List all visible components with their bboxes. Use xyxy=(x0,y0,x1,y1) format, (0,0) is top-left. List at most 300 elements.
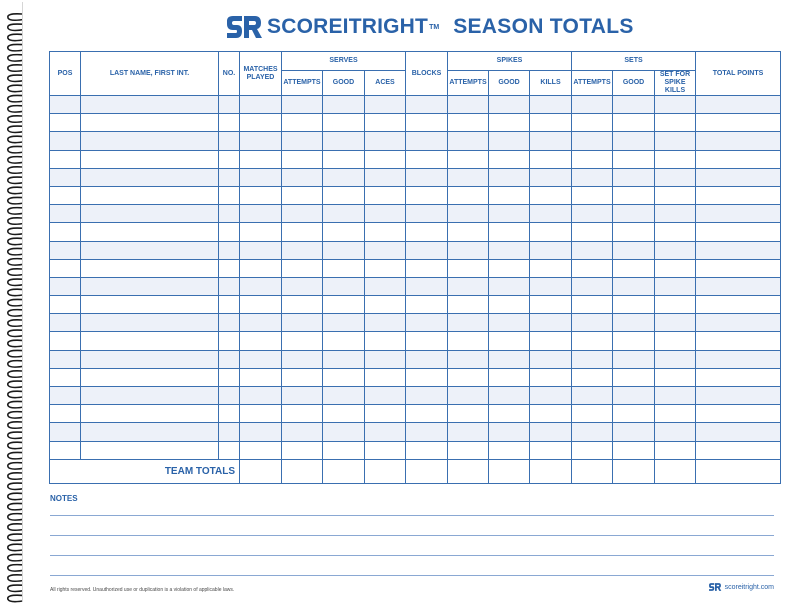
team-total-cell[interactable] xyxy=(613,459,655,483)
stat-cell[interactable] xyxy=(323,314,365,332)
stat-cell[interactable] xyxy=(323,223,365,241)
stat-cell[interactable] xyxy=(696,205,781,223)
team-total-cell[interactable] xyxy=(489,459,530,483)
stat-cell[interactable] xyxy=(240,277,282,295)
stat-cell[interactable] xyxy=(365,441,406,459)
stat-cell[interactable] xyxy=(572,114,613,132)
stat-cell[interactable] xyxy=(406,186,448,204)
stat-cell[interactable] xyxy=(613,423,655,441)
stat-cell[interactable] xyxy=(696,114,781,132)
stat-cell[interactable] xyxy=(448,205,489,223)
stat-cell[interactable] xyxy=(323,441,365,459)
stat-cell[interactable] xyxy=(530,441,572,459)
stat-cell[interactable] xyxy=(50,241,81,259)
stat-cell[interactable] xyxy=(530,387,572,405)
stat-cell[interactable] xyxy=(613,132,655,150)
stat-cell[interactable] xyxy=(613,332,655,350)
stat-cell[interactable] xyxy=(448,150,489,168)
stat-cell[interactable] xyxy=(50,168,81,186)
stat-cell[interactable] xyxy=(219,314,240,332)
stat-cell[interactable] xyxy=(219,423,240,441)
stat-cell[interactable] xyxy=(530,241,572,259)
stat-cell[interactable] xyxy=(219,332,240,350)
stat-cell[interactable] xyxy=(489,423,530,441)
stat-cell[interactable] xyxy=(323,350,365,368)
stat-cell[interactable] xyxy=(448,186,489,204)
stat-cell[interactable] xyxy=(489,350,530,368)
stat-cell[interactable] xyxy=(81,314,219,332)
stat-cell[interactable] xyxy=(282,387,323,405)
stat-cell[interactable] xyxy=(323,114,365,132)
stat-cell[interactable] xyxy=(696,223,781,241)
stat-cell[interactable] xyxy=(530,332,572,350)
stat-cell[interactable] xyxy=(448,223,489,241)
stat-cell[interactable] xyxy=(219,277,240,295)
stat-cell[interactable] xyxy=(406,259,448,277)
stat-cell[interactable] xyxy=(448,259,489,277)
notes-line[interactable] xyxy=(50,515,774,516)
stat-cell[interactable] xyxy=(613,350,655,368)
stat-cell[interactable] xyxy=(81,132,219,150)
stat-cell[interactable] xyxy=(50,114,81,132)
stat-cell[interactable] xyxy=(448,168,489,186)
stat-cell[interactable] xyxy=(50,205,81,223)
stat-cell[interactable] xyxy=(572,387,613,405)
stat-cell[interactable] xyxy=(240,96,282,114)
stat-cell[interactable] xyxy=(323,405,365,423)
stat-cell[interactable] xyxy=(81,423,219,441)
stat-cell[interactable] xyxy=(696,423,781,441)
stat-cell[interactable] xyxy=(81,205,219,223)
stat-cell[interactable] xyxy=(489,168,530,186)
stat-cell[interactable] xyxy=(406,405,448,423)
stat-cell[interactable] xyxy=(572,368,613,386)
stat-cell[interactable] xyxy=(489,441,530,459)
stat-cell[interactable] xyxy=(282,441,323,459)
stat-cell[interactable] xyxy=(489,314,530,332)
stat-cell[interactable] xyxy=(282,186,323,204)
stat-cell[interactable] xyxy=(81,150,219,168)
stat-cell[interactable] xyxy=(696,96,781,114)
stat-cell[interactable] xyxy=(50,150,81,168)
stat-cell[interactable] xyxy=(696,168,781,186)
stat-cell[interactable] xyxy=(50,368,81,386)
stat-cell[interactable] xyxy=(282,259,323,277)
stat-cell[interactable] xyxy=(323,96,365,114)
stat-cell[interactable] xyxy=(406,150,448,168)
stat-cell[interactable] xyxy=(406,223,448,241)
stat-cell[interactable] xyxy=(655,441,696,459)
stat-cell[interactable] xyxy=(81,259,219,277)
stat-cell[interactable] xyxy=(219,405,240,423)
stat-cell[interactable] xyxy=(240,405,282,423)
stat-cell[interactable] xyxy=(219,186,240,204)
stat-cell[interactable] xyxy=(530,259,572,277)
stat-cell[interactable] xyxy=(406,132,448,150)
stat-cell[interactable] xyxy=(240,350,282,368)
stat-cell[interactable] xyxy=(489,132,530,150)
stat-cell[interactable] xyxy=(323,387,365,405)
stat-cell[interactable] xyxy=(219,150,240,168)
stat-cell[interactable] xyxy=(323,205,365,223)
stat-cell[interactable] xyxy=(81,96,219,114)
stat-cell[interactable] xyxy=(323,423,365,441)
stat-cell[interactable] xyxy=(282,205,323,223)
stat-cell[interactable] xyxy=(81,368,219,386)
stat-cell[interactable] xyxy=(282,423,323,441)
stat-cell[interactable] xyxy=(240,132,282,150)
stat-cell[interactable] xyxy=(448,314,489,332)
stat-cell[interactable] xyxy=(406,241,448,259)
stat-cell[interactable] xyxy=(696,241,781,259)
stat-cell[interactable] xyxy=(572,423,613,441)
stat-cell[interactable] xyxy=(282,405,323,423)
stat-cell[interactable] xyxy=(365,96,406,114)
stat-cell[interactable] xyxy=(655,368,696,386)
notes-line[interactable] xyxy=(50,535,774,536)
stat-cell[interactable] xyxy=(655,96,696,114)
team-total-cell[interactable] xyxy=(282,459,323,483)
stat-cell[interactable] xyxy=(240,314,282,332)
stat-cell[interactable] xyxy=(530,205,572,223)
stat-cell[interactable] xyxy=(50,423,81,441)
stat-cell[interactable] xyxy=(81,241,219,259)
stat-cell[interactable] xyxy=(365,186,406,204)
stat-cell[interactable] xyxy=(655,277,696,295)
stat-cell[interactable] xyxy=(50,314,81,332)
stat-cell[interactable] xyxy=(489,205,530,223)
stat-cell[interactable] xyxy=(613,150,655,168)
stat-cell[interactable] xyxy=(489,114,530,132)
stat-cell[interactable] xyxy=(219,114,240,132)
stat-cell[interactable] xyxy=(50,186,81,204)
stat-cell[interactable] xyxy=(240,114,282,132)
stat-cell[interactable] xyxy=(365,405,406,423)
stat-cell[interactable] xyxy=(696,405,781,423)
stat-cell[interactable] xyxy=(655,150,696,168)
stat-cell[interactable] xyxy=(406,168,448,186)
stat-cell[interactable] xyxy=(282,96,323,114)
stat-cell[interactable] xyxy=(406,277,448,295)
stat-cell[interactable] xyxy=(655,223,696,241)
stat-cell[interactable] xyxy=(489,150,530,168)
stat-cell[interactable] xyxy=(323,132,365,150)
stat-cell[interactable] xyxy=(613,441,655,459)
stat-cell[interactable] xyxy=(655,114,696,132)
stat-cell[interactable] xyxy=(655,387,696,405)
stat-cell[interactable] xyxy=(655,314,696,332)
stat-cell[interactable] xyxy=(365,387,406,405)
stat-cell[interactable] xyxy=(240,332,282,350)
stat-cell[interactable] xyxy=(406,332,448,350)
stat-cell[interactable] xyxy=(50,277,81,295)
stat-cell[interactable] xyxy=(613,368,655,386)
stat-cell[interactable] xyxy=(613,114,655,132)
stat-cell[interactable] xyxy=(282,314,323,332)
stat-cell[interactable] xyxy=(572,205,613,223)
stat-cell[interactable] xyxy=(240,387,282,405)
stat-cell[interactable] xyxy=(448,241,489,259)
stat-cell[interactable] xyxy=(448,441,489,459)
stat-cell[interactable] xyxy=(406,368,448,386)
stat-cell[interactable] xyxy=(81,277,219,295)
stat-cell[interactable] xyxy=(240,205,282,223)
stat-cell[interactable] xyxy=(655,296,696,314)
stat-cell[interactable] xyxy=(696,277,781,295)
stat-cell[interactable] xyxy=(696,296,781,314)
stat-cell[interactable] xyxy=(613,405,655,423)
stat-cell[interactable] xyxy=(50,332,81,350)
stat-cell[interactable] xyxy=(572,150,613,168)
stat-cell[interactable] xyxy=(365,241,406,259)
stat-cell[interactable] xyxy=(282,277,323,295)
stat-cell[interactable] xyxy=(365,277,406,295)
stat-cell[interactable] xyxy=(655,132,696,150)
stat-cell[interactable] xyxy=(406,314,448,332)
stat-cell[interactable] xyxy=(365,114,406,132)
stat-cell[interactable] xyxy=(448,368,489,386)
stat-cell[interactable] xyxy=(530,368,572,386)
stat-cell[interactable] xyxy=(240,259,282,277)
stat-cell[interactable] xyxy=(448,114,489,132)
stat-cell[interactable] xyxy=(530,186,572,204)
stat-cell[interactable] xyxy=(282,332,323,350)
stat-cell[interactable] xyxy=(365,314,406,332)
stat-cell[interactable] xyxy=(613,186,655,204)
stat-cell[interactable] xyxy=(50,350,81,368)
stat-cell[interactable] xyxy=(219,368,240,386)
notes-line[interactable] xyxy=(50,575,774,576)
stat-cell[interactable] xyxy=(448,132,489,150)
stat-cell[interactable] xyxy=(219,441,240,459)
stat-cell[interactable] xyxy=(572,277,613,295)
stat-cell[interactable] xyxy=(696,132,781,150)
stat-cell[interactable] xyxy=(282,223,323,241)
stat-cell[interactable] xyxy=(572,296,613,314)
stat-cell[interactable] xyxy=(50,441,81,459)
stat-cell[interactable] xyxy=(50,259,81,277)
stat-cell[interactable] xyxy=(613,205,655,223)
stat-cell[interactable] xyxy=(613,96,655,114)
stat-cell[interactable] xyxy=(240,441,282,459)
stat-cell[interactable] xyxy=(448,332,489,350)
stat-cell[interactable] xyxy=(530,114,572,132)
stat-cell[interactable] xyxy=(572,314,613,332)
stat-cell[interactable] xyxy=(696,350,781,368)
stat-cell[interactable] xyxy=(365,223,406,241)
stat-cell[interactable] xyxy=(489,277,530,295)
stat-cell[interactable] xyxy=(448,96,489,114)
stat-cell[interactable] xyxy=(323,277,365,295)
stat-cell[interactable] xyxy=(530,423,572,441)
stat-cell[interactable] xyxy=(240,150,282,168)
stat-cell[interactable] xyxy=(50,132,81,150)
stat-cell[interactable] xyxy=(572,405,613,423)
stat-cell[interactable] xyxy=(489,332,530,350)
stat-cell[interactable] xyxy=(282,296,323,314)
stat-cell[interactable] xyxy=(530,350,572,368)
stat-cell[interactable] xyxy=(323,296,365,314)
stat-cell[interactable] xyxy=(655,186,696,204)
team-total-cell[interactable] xyxy=(406,459,448,483)
stat-cell[interactable] xyxy=(365,259,406,277)
stat-cell[interactable] xyxy=(530,223,572,241)
stat-cell[interactable] xyxy=(448,296,489,314)
stat-cell[interactable] xyxy=(655,350,696,368)
team-total-cell[interactable] xyxy=(365,459,406,483)
stat-cell[interactable] xyxy=(282,168,323,186)
stat-cell[interactable] xyxy=(240,223,282,241)
stat-cell[interactable] xyxy=(81,350,219,368)
stat-cell[interactable] xyxy=(530,150,572,168)
stat-cell[interactable] xyxy=(530,168,572,186)
stat-cell[interactable] xyxy=(323,168,365,186)
stat-cell[interactable] xyxy=(613,277,655,295)
stat-cell[interactable] xyxy=(81,223,219,241)
team-total-cell[interactable] xyxy=(448,459,489,483)
stat-cell[interactable] xyxy=(240,186,282,204)
stat-cell[interactable] xyxy=(282,150,323,168)
stat-cell[interactable] xyxy=(323,150,365,168)
stat-cell[interactable] xyxy=(530,314,572,332)
stat-cell[interactable] xyxy=(365,296,406,314)
stat-cell[interactable] xyxy=(219,132,240,150)
stat-cell[interactable] xyxy=(572,241,613,259)
stat-cell[interactable] xyxy=(219,350,240,368)
stat-cell[interactable] xyxy=(489,241,530,259)
stat-cell[interactable] xyxy=(50,296,81,314)
stat-cell[interactable] xyxy=(406,387,448,405)
stat-cell[interactable] xyxy=(613,168,655,186)
stat-cell[interactable] xyxy=(613,314,655,332)
stat-cell[interactable] xyxy=(323,241,365,259)
stat-cell[interactable] xyxy=(572,332,613,350)
stat-cell[interactable] xyxy=(50,96,81,114)
stat-cell[interactable] xyxy=(655,332,696,350)
stat-cell[interactable] xyxy=(81,168,219,186)
team-total-cell[interactable] xyxy=(655,459,696,483)
stat-cell[interactable] xyxy=(572,96,613,114)
stat-cell[interactable] xyxy=(448,387,489,405)
team-total-cell[interactable] xyxy=(530,459,572,483)
team-total-cell[interactable] xyxy=(696,459,781,483)
stat-cell[interactable] xyxy=(81,405,219,423)
stat-cell[interactable] xyxy=(696,387,781,405)
stat-cell[interactable] xyxy=(219,223,240,241)
notes-line[interactable] xyxy=(50,555,774,556)
stat-cell[interactable] xyxy=(50,387,81,405)
stat-cell[interactable] xyxy=(81,186,219,204)
stat-cell[interactable] xyxy=(282,350,323,368)
stat-cell[interactable] xyxy=(489,186,530,204)
stat-cell[interactable] xyxy=(696,314,781,332)
stat-cell[interactable] xyxy=(530,277,572,295)
stat-cell[interactable] xyxy=(219,96,240,114)
stat-cell[interactable] xyxy=(696,259,781,277)
stat-cell[interactable] xyxy=(489,223,530,241)
stat-cell[interactable] xyxy=(613,259,655,277)
stat-cell[interactable] xyxy=(572,132,613,150)
stat-cell[interactable] xyxy=(655,168,696,186)
stat-cell[interactable] xyxy=(282,132,323,150)
stat-cell[interactable] xyxy=(365,168,406,186)
stat-cell[interactable] xyxy=(406,96,448,114)
stat-cell[interactable] xyxy=(406,205,448,223)
stat-cell[interactable] xyxy=(489,368,530,386)
stat-cell[interactable] xyxy=(240,368,282,386)
stat-cell[interactable] xyxy=(572,350,613,368)
stat-cell[interactable] xyxy=(323,332,365,350)
stat-cell[interactable] xyxy=(655,205,696,223)
stat-cell[interactable] xyxy=(406,296,448,314)
stat-cell[interactable] xyxy=(489,387,530,405)
stat-cell[interactable] xyxy=(489,296,530,314)
stat-cell[interactable] xyxy=(655,423,696,441)
stat-cell[interactable] xyxy=(282,241,323,259)
stat-cell[interactable] xyxy=(448,277,489,295)
stat-cell[interactable] xyxy=(613,241,655,259)
stat-cell[interactable] xyxy=(81,296,219,314)
stat-cell[interactable] xyxy=(219,296,240,314)
stat-cell[interactable] xyxy=(365,132,406,150)
stat-cell[interactable] xyxy=(406,350,448,368)
stat-cell[interactable] xyxy=(406,114,448,132)
stat-cell[interactable] xyxy=(240,241,282,259)
stat-cell[interactable] xyxy=(530,405,572,423)
stat-cell[interactable] xyxy=(81,441,219,459)
stat-cell[interactable] xyxy=(365,205,406,223)
stat-cell[interactable] xyxy=(406,441,448,459)
stat-cell[interactable] xyxy=(219,259,240,277)
stat-cell[interactable] xyxy=(219,387,240,405)
stat-cell[interactable] xyxy=(530,132,572,150)
stat-cell[interactable] xyxy=(282,114,323,132)
stat-cell[interactable] xyxy=(572,186,613,204)
stat-cell[interactable] xyxy=(572,259,613,277)
stat-cell[interactable] xyxy=(613,387,655,405)
team-total-cell[interactable] xyxy=(323,459,365,483)
stat-cell[interactable] xyxy=(50,223,81,241)
stat-cell[interactable] xyxy=(530,96,572,114)
stat-cell[interactable] xyxy=(50,405,81,423)
team-total-cell[interactable] xyxy=(240,459,282,483)
stat-cell[interactable] xyxy=(365,332,406,350)
stat-cell[interactable] xyxy=(240,168,282,186)
stat-cell[interactable] xyxy=(489,259,530,277)
stat-cell[interactable] xyxy=(696,332,781,350)
stat-cell[interactable] xyxy=(219,168,240,186)
stat-cell[interactable] xyxy=(81,114,219,132)
stat-cell[interactable] xyxy=(448,350,489,368)
stat-cell[interactable] xyxy=(655,405,696,423)
stat-cell[interactable] xyxy=(365,368,406,386)
stat-cell[interactable] xyxy=(613,296,655,314)
stat-cell[interactable] xyxy=(696,186,781,204)
stat-cell[interactable] xyxy=(489,405,530,423)
stat-cell[interactable] xyxy=(406,423,448,441)
stat-cell[interactable] xyxy=(323,368,365,386)
stat-cell[interactable] xyxy=(219,205,240,223)
stat-cell[interactable] xyxy=(655,259,696,277)
stat-cell[interactable] xyxy=(696,441,781,459)
stat-cell[interactable] xyxy=(81,387,219,405)
stat-cell[interactable] xyxy=(219,241,240,259)
stat-cell[interactable] xyxy=(448,423,489,441)
stat-cell[interactable] xyxy=(613,223,655,241)
stat-cell[interactable] xyxy=(323,259,365,277)
stat-cell[interactable] xyxy=(572,223,613,241)
stat-cell[interactable] xyxy=(81,332,219,350)
